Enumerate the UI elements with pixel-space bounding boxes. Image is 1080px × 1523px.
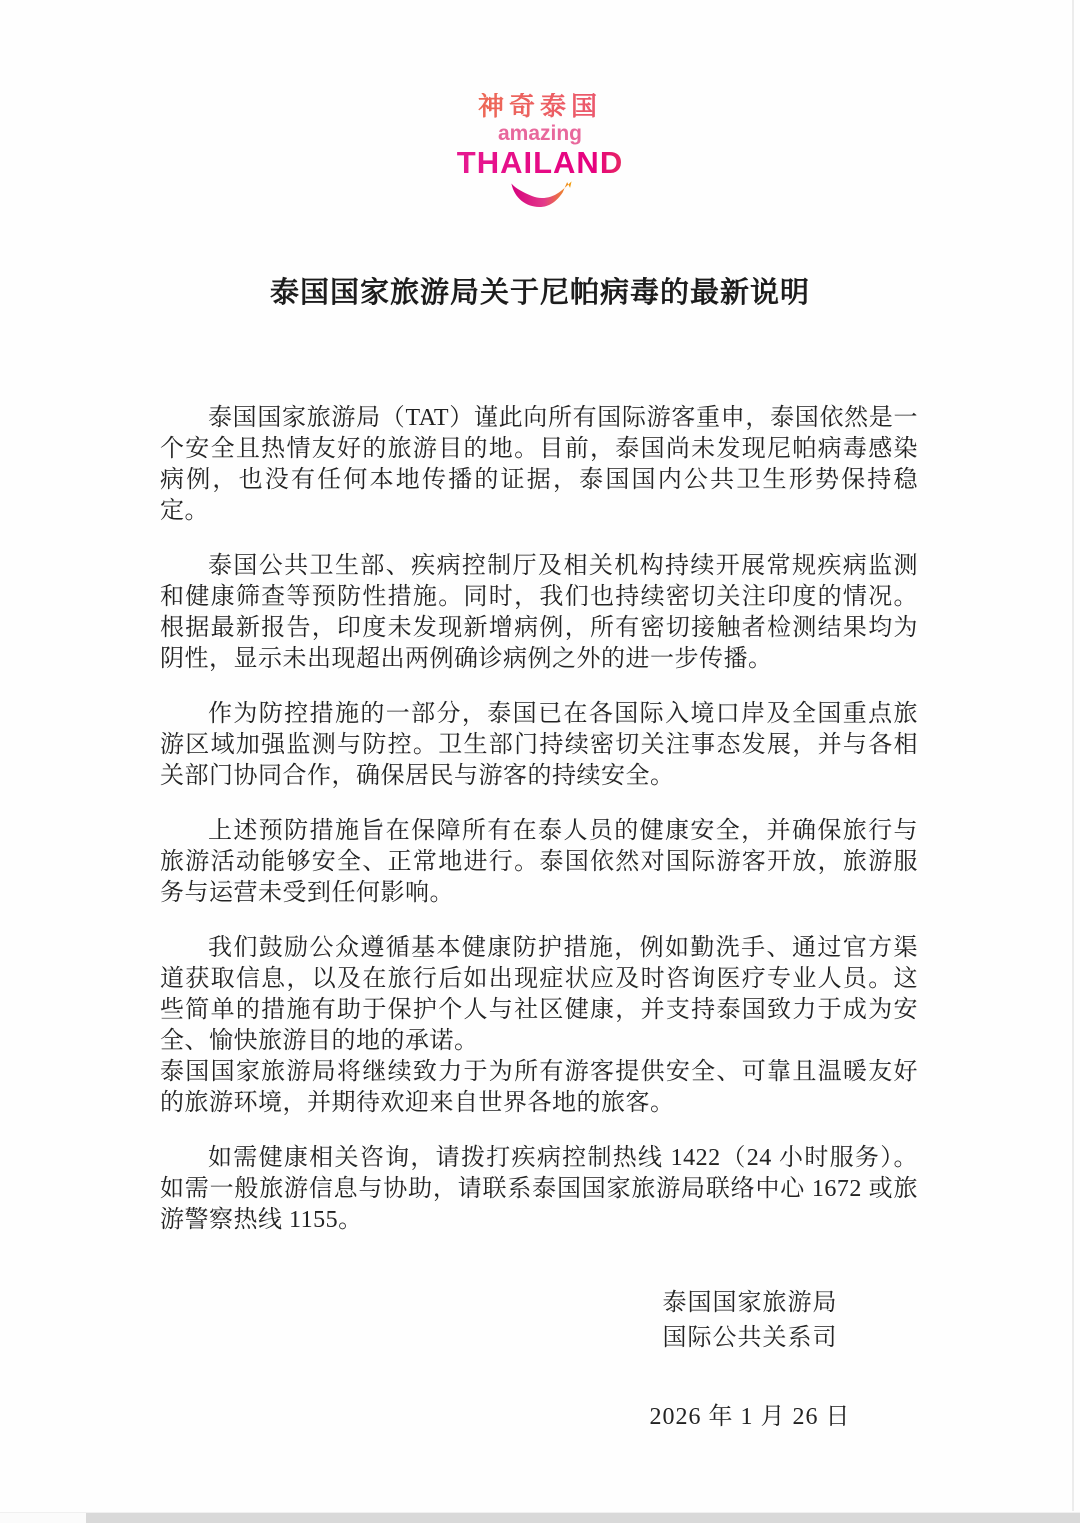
logo-thailand-text: THAILAND [0, 147, 1080, 178]
paragraph-1: 泰国国家旅游局（TAT）谨此向所有国际游客重申，泰国依然是一个安全且热情友好的旅游目的地。目前，泰国尚未发现尼帕病毒感染病例，也没有任何本地传播的证据，泰国国内公共卫生形势保持稳定。 [160, 405, 918, 524]
page-edge-divider [1072, 0, 1074, 1511]
logo-chinese-text: 神奇泰国 [0, 93, 1080, 119]
document-body [160, 403, 918, 1236]
signature-org-line1: 泰国国家旅游局 [662, 1290, 838, 1316]
paragraph-5: 我们鼓励公众遵循基本健康防护措施，例如勤洗手、通过官方渠道获取信息，以及在旅行后如出现症状应及时咨询医疗专业人员。这些简单的措施有助于保护个人与社区健康，并支持泰国致力于成为安全、愉快旅游目的地的承诺。 [160, 935, 918, 1054]
paragraph-4: 上述预防措施旨在保障所有在泰人员的健康安全，并确保旅行与旅游活动能够安全、正常地进行。泰国依然对国际游客开放，旅游服务与运营未受到任何影响。 [160, 818, 918, 906]
amazing-thailand-logo [0, 0, 1080, 212]
logo-amazing-text: amazing [497, 122, 583, 145]
signature-org-line2: 国际公共关系司 [662, 1325, 838, 1351]
paragraph-7: 如需健康相关咨询，请拨打疾病控制热线 1422（24 小时服务）。如需一般旅游信息与协助，请联系泰国国家旅游局联络中心 1672 或旅游警察热线 1155。 [160, 1145, 918, 1233]
horizontal-scrollbar[interactable] [0, 1512, 1080, 1523]
scrollbar-track-start [0, 1513, 86, 1523]
signature-date: 2026 年 1 月 26 日 [649, 1404, 851, 1430]
paragraph-3: 作为防控措施的一部分，泰国已在各国际入境口岸及全国重点旅游区域加强监测与防控。卫生部门持续密切关注事态发展，并与各相关部门协同合作，确保居民与游客的持续安全。 [160, 701, 918, 789]
paragraph-2: 泰国公共卫生部、疾病控制厅及相关机构持续开展常规疾病监测和健康筛查等预防性措施。同时，我们也持续密切关注印度的情况。根据最新报告，印度未发现新增病例，所有密切接触者检测结果均为阴性，显示未出现超出两例确诊病例之外的进一步传播。 [160, 553, 918, 672]
page-title: 泰国国家旅游局关于尼帕病毒的最新说明 [269, 277, 810, 309]
paragraph-6: 泰国国家旅游局将继续致力于为所有游客提供安全、可靠且温暖友好的旅游环境，并期待欢迎来自世界各地的旅客。 [160, 1059, 918, 1116]
signature-block [580, 1286, 920, 1435]
logo-smile-swoosh-icon [507, 180, 573, 212]
